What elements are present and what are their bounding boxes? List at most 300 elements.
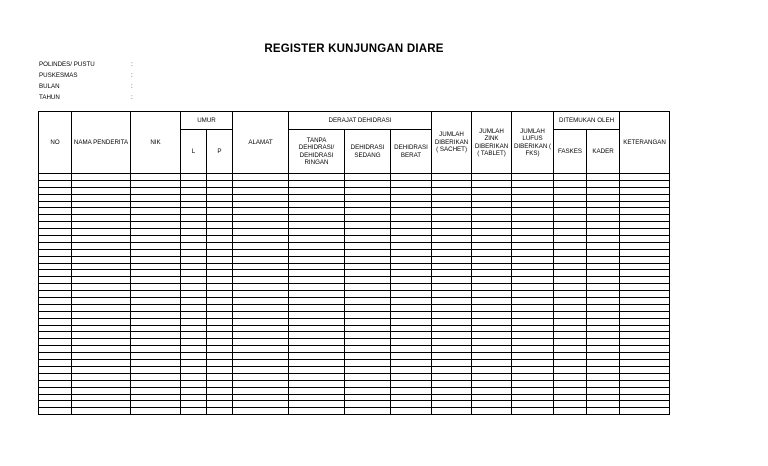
- table-cell: [131, 222, 181, 229]
- table-cell: [512, 298, 554, 305]
- table-cell: [181, 325, 207, 332]
- table-cell: [72, 339, 131, 346]
- table-cell: [131, 325, 181, 332]
- table-cell: [207, 208, 233, 215]
- table-cell: [512, 180, 554, 187]
- table-cell: [233, 236, 289, 243]
- table-cell: [554, 291, 587, 298]
- table-cell: [620, 222, 670, 229]
- table-cell: [391, 360, 432, 367]
- table-cell: [587, 215, 620, 222]
- table-cell: [207, 180, 233, 187]
- table-cell: [131, 270, 181, 277]
- table-cell: [289, 256, 345, 263]
- table-cell: [391, 325, 432, 332]
- table-row: [39, 201, 670, 208]
- meta-separator: :: [131, 94, 133, 101]
- table-cell: [289, 174, 345, 181]
- table-cell: [72, 304, 131, 311]
- table-cell: [620, 387, 670, 394]
- table-cell: [39, 387, 72, 394]
- table-cell: [391, 208, 432, 215]
- table-cell: [39, 304, 72, 311]
- table-cell: [131, 366, 181, 373]
- table-cell: [207, 325, 233, 332]
- table-cell: [554, 408, 587, 415]
- table-cell: [207, 360, 233, 367]
- table-cell: [432, 249, 472, 256]
- table-cell: [472, 284, 512, 291]
- table-cell: [72, 242, 131, 249]
- table-cell: [432, 346, 472, 353]
- table-cell: [233, 387, 289, 394]
- table-cell: [620, 187, 670, 194]
- table-cell: [207, 174, 233, 181]
- table-row: [39, 236, 670, 243]
- col-header-dehidrasi-sedang: DEHIDRASI SEDANG: [345, 130, 391, 174]
- table-cell: [432, 222, 472, 229]
- table-cell: [181, 373, 207, 380]
- table-cell: [345, 174, 391, 181]
- table-cell: [472, 311, 512, 318]
- table-cell: [472, 298, 512, 305]
- table-cell: [512, 256, 554, 263]
- table-cell: [472, 194, 512, 201]
- table-cell: [289, 318, 345, 325]
- col-header-nama-penderita: NAMA PENDERITA: [72, 112, 131, 174]
- meta-label-tahun: TAHUN: [39, 94, 60, 101]
- table-cell: [131, 346, 181, 353]
- table-cell: [181, 270, 207, 277]
- table-cell: [345, 298, 391, 305]
- table-cell: [472, 249, 512, 256]
- table-cell: [391, 270, 432, 277]
- table-cell: [289, 194, 345, 201]
- table-cell: [432, 373, 472, 380]
- table-cell: [472, 256, 512, 263]
- table-cell: [345, 401, 391, 408]
- table-cell: [432, 325, 472, 332]
- table-cell: [554, 332, 587, 339]
- table-cell: [39, 187, 72, 194]
- table-cell: [345, 353, 391, 360]
- table-row: [39, 222, 670, 229]
- table-cell: [587, 174, 620, 181]
- table-cell: [207, 187, 233, 194]
- table-cell: [181, 339, 207, 346]
- table-row: [39, 277, 670, 284]
- table-cell: [39, 284, 72, 291]
- table-cell: [181, 332, 207, 339]
- table-cell: [472, 270, 512, 277]
- meta-label-polindes: POLINDES/ PUSTU: [39, 61, 95, 68]
- table-cell: [512, 304, 554, 311]
- table-row: [39, 263, 670, 270]
- table-cell: [512, 325, 554, 332]
- table-cell: [587, 304, 620, 311]
- table-cell: [39, 311, 72, 318]
- table-cell: [207, 346, 233, 353]
- table-cell: [181, 401, 207, 408]
- table-row: [39, 229, 670, 236]
- table-cell: [233, 394, 289, 401]
- table-cell: [554, 325, 587, 332]
- table-cell: [39, 318, 72, 325]
- table-cell: [345, 291, 391, 298]
- table-cell: [181, 304, 207, 311]
- table-cell: [512, 222, 554, 229]
- table-cell: [432, 187, 472, 194]
- table-cell: [432, 408, 472, 415]
- table-cell: [512, 346, 554, 353]
- table-cell: [620, 236, 670, 243]
- table-cell: [207, 215, 233, 222]
- table-cell: [345, 318, 391, 325]
- table-row: [39, 318, 670, 325]
- table-cell: [207, 270, 233, 277]
- table-cell: [587, 394, 620, 401]
- table-cell: [554, 353, 587, 360]
- table-cell: [587, 318, 620, 325]
- table-cell: [472, 277, 512, 284]
- table-cell: [512, 174, 554, 181]
- table-cell: [512, 242, 554, 249]
- table-cell: [512, 373, 554, 380]
- table-cell: [289, 277, 345, 284]
- table-cell: [233, 284, 289, 291]
- table-cell: [554, 222, 587, 229]
- table-cell: [472, 346, 512, 353]
- meta-separator: :: [131, 83, 133, 90]
- table-cell: [131, 373, 181, 380]
- table-cell: [620, 174, 670, 181]
- table-cell: [587, 208, 620, 215]
- table-row: [39, 339, 670, 346]
- table-cell: [432, 174, 472, 181]
- table-cell: [289, 242, 345, 249]
- table-cell: [72, 222, 131, 229]
- table-cell: [131, 180, 181, 187]
- table-cell: [289, 380, 345, 387]
- table-cell: [345, 394, 391, 401]
- table-cell: [207, 229, 233, 236]
- table-cell: [39, 208, 72, 215]
- table-cell: [432, 380, 472, 387]
- table-cell: [39, 256, 72, 263]
- table-cell: [72, 311, 131, 318]
- table-cell: [233, 180, 289, 187]
- table-row: [39, 180, 670, 187]
- table-cell: [181, 249, 207, 256]
- table-cell: [181, 408, 207, 415]
- table-cell: [233, 291, 289, 298]
- table-cell: [131, 408, 181, 415]
- table-cell: [72, 325, 131, 332]
- table-cell: [39, 270, 72, 277]
- table-cell: [131, 380, 181, 387]
- table-cell: [131, 187, 181, 194]
- table-cell: [345, 408, 391, 415]
- table-cell: [345, 270, 391, 277]
- table-cell: [472, 332, 512, 339]
- table-cell: [72, 277, 131, 284]
- table-cell: [432, 366, 472, 373]
- table-cell: [39, 339, 72, 346]
- table-cell: [472, 291, 512, 298]
- table-cell: [289, 401, 345, 408]
- table-cell: [391, 366, 432, 373]
- table-cell: [554, 208, 587, 215]
- table-cell: [512, 339, 554, 346]
- table-cell: [233, 242, 289, 249]
- table-cell: [432, 298, 472, 305]
- table-cell: [39, 325, 72, 332]
- table-row: [39, 284, 670, 291]
- table-cell: [554, 174, 587, 181]
- table-cell: [587, 401, 620, 408]
- table-cell: [72, 236, 131, 243]
- table-row: [39, 325, 670, 332]
- table-cell: [233, 222, 289, 229]
- table-cell: [72, 208, 131, 215]
- table-cell: [39, 353, 72, 360]
- table-cell: [472, 394, 512, 401]
- table-cell: [207, 284, 233, 291]
- table-cell: [432, 318, 472, 325]
- table-cell: [554, 277, 587, 284]
- table-cell: [72, 318, 131, 325]
- table-cell: [554, 401, 587, 408]
- table-cell: [39, 360, 72, 367]
- table-cell: [207, 304, 233, 311]
- table-cell: [39, 394, 72, 401]
- table-cell: [289, 346, 345, 353]
- table-cell: [587, 291, 620, 298]
- table-cell: [391, 222, 432, 229]
- table-cell: [432, 229, 472, 236]
- table-cell: [391, 304, 432, 311]
- col-header-faskes: FASKES: [554, 130, 587, 174]
- table-cell: [587, 387, 620, 394]
- table-cell: [554, 366, 587, 373]
- col-header-no: NO: [39, 112, 72, 174]
- table-cell: [512, 366, 554, 373]
- table-cell: [289, 304, 345, 311]
- table-cell: [432, 201, 472, 208]
- table-cell: [345, 242, 391, 249]
- table-row: [39, 242, 670, 249]
- table-cell: [289, 201, 345, 208]
- meta-separator: :: [131, 72, 133, 79]
- table-cell: [432, 284, 472, 291]
- table-cell: [39, 346, 72, 353]
- table-cell: [207, 408, 233, 415]
- table-cell: [181, 174, 207, 181]
- table-cell: [72, 366, 131, 373]
- table-cell: [391, 298, 432, 305]
- table-cell: [39, 380, 72, 387]
- table-row: [39, 311, 670, 318]
- table-cell: [620, 346, 670, 353]
- table-cell: [289, 339, 345, 346]
- table-cell: [391, 256, 432, 263]
- table-cell: [131, 387, 181, 394]
- table-cell: [512, 208, 554, 215]
- col-header-tanpa-dehidrasi: TANPA DEHIDRASI/ DEHIDRASI RINGAN: [289, 130, 345, 174]
- table-cell: [289, 284, 345, 291]
- table-cell: [72, 229, 131, 236]
- table-cell: [131, 401, 181, 408]
- table-cell: [587, 270, 620, 277]
- table-cell: [554, 298, 587, 305]
- table-cell: [181, 201, 207, 208]
- table-cell: [39, 201, 72, 208]
- table-cell: [131, 394, 181, 401]
- table-cell: [72, 263, 131, 270]
- table-cell: [131, 304, 181, 311]
- table-cell: [620, 242, 670, 249]
- table-cell: [391, 380, 432, 387]
- table-cell: [587, 339, 620, 346]
- table-cell: [72, 394, 131, 401]
- table-cell: [72, 180, 131, 187]
- table-cell: [233, 339, 289, 346]
- table-cell: [207, 401, 233, 408]
- table-cell: [554, 249, 587, 256]
- table-cell: [39, 408, 72, 415]
- table-cell: [233, 208, 289, 215]
- table-cell: [345, 346, 391, 353]
- table-cell: [233, 201, 289, 208]
- table-cell: [233, 256, 289, 263]
- table-cell: [512, 277, 554, 284]
- table-cell: [554, 201, 587, 208]
- table-row: [39, 332, 670, 339]
- table-cell: [554, 394, 587, 401]
- table-cell: [587, 360, 620, 367]
- table-cell: [472, 360, 512, 367]
- table-cell: [512, 215, 554, 222]
- table-cell: [472, 229, 512, 236]
- table-cell: [39, 373, 72, 380]
- table-cell: [512, 284, 554, 291]
- table-cell: [554, 187, 587, 194]
- table-cell: [620, 215, 670, 222]
- table-cell: [289, 180, 345, 187]
- table-cell: [131, 277, 181, 284]
- table-cell: [391, 408, 432, 415]
- table-cell: [391, 229, 432, 236]
- table-cell: [289, 353, 345, 360]
- table-cell: [131, 263, 181, 270]
- table-cell: [233, 304, 289, 311]
- table-cell: [233, 325, 289, 332]
- table-cell: [472, 380, 512, 387]
- table-cell: [207, 256, 233, 263]
- table-cell: [72, 298, 131, 305]
- table-cell: [587, 201, 620, 208]
- table-cell: [233, 366, 289, 373]
- table-cell: [587, 332, 620, 339]
- table-cell: [289, 236, 345, 243]
- table-cell: [181, 256, 207, 263]
- table-cell: [512, 401, 554, 408]
- table-cell: [620, 318, 670, 325]
- table-cell: [391, 187, 432, 194]
- table-cell: [345, 222, 391, 229]
- table-row: [39, 346, 670, 353]
- table-cell: [181, 380, 207, 387]
- table-cell: [131, 360, 181, 367]
- table-cell: [289, 311, 345, 318]
- table-cell: [587, 311, 620, 318]
- table-cell: [181, 277, 207, 284]
- table-cell: [131, 256, 181, 263]
- table-cell: [391, 387, 432, 394]
- table-cell: [39, 277, 72, 284]
- table-cell: [620, 325, 670, 332]
- table-cell: [289, 208, 345, 215]
- table-cell: [39, 229, 72, 236]
- table-cell: [391, 249, 432, 256]
- table-cell: [472, 387, 512, 394]
- table-cell: [554, 311, 587, 318]
- table-cell: [345, 380, 391, 387]
- table-cell: [289, 270, 345, 277]
- col-header-ditemukan-oleh: DITEMUKAN OLEH: [554, 112, 620, 130]
- table-cell: [587, 353, 620, 360]
- table-row: [39, 366, 670, 373]
- table-cell: [432, 256, 472, 263]
- table-cell: [207, 222, 233, 229]
- col-header-derajat-dehidrasi: DERAJAT DEHIDRASI: [289, 112, 432, 130]
- table-cell: [554, 360, 587, 367]
- table-cell: [554, 263, 587, 270]
- table-cell: [289, 366, 345, 373]
- table-cell: [131, 201, 181, 208]
- table-cell: [207, 380, 233, 387]
- table-cell: [587, 298, 620, 305]
- table-cell: [620, 277, 670, 284]
- table-cell: [345, 277, 391, 284]
- table-cell: [620, 304, 670, 311]
- table-cell: [207, 339, 233, 346]
- table-cell: [512, 187, 554, 194]
- table-cell: [620, 332, 670, 339]
- table-cell: [432, 236, 472, 243]
- table-cell: [432, 263, 472, 270]
- table-cell: [289, 373, 345, 380]
- table-cell: [181, 394, 207, 401]
- table-cell: [620, 408, 670, 415]
- table-cell: [472, 318, 512, 325]
- table-cell: [512, 387, 554, 394]
- table-cell: [512, 408, 554, 415]
- table-cell: [39, 180, 72, 187]
- table-cell: [345, 201, 391, 208]
- table-cell: [554, 215, 587, 222]
- table-cell: [391, 194, 432, 201]
- table-cell: [432, 339, 472, 346]
- table-cell: [181, 346, 207, 353]
- table-cell: [39, 236, 72, 243]
- table-row: [39, 187, 670, 194]
- table-cell: [512, 394, 554, 401]
- table-cell: [345, 236, 391, 243]
- table-row: [39, 380, 670, 387]
- table-cell: [131, 229, 181, 236]
- table-cell: [391, 236, 432, 243]
